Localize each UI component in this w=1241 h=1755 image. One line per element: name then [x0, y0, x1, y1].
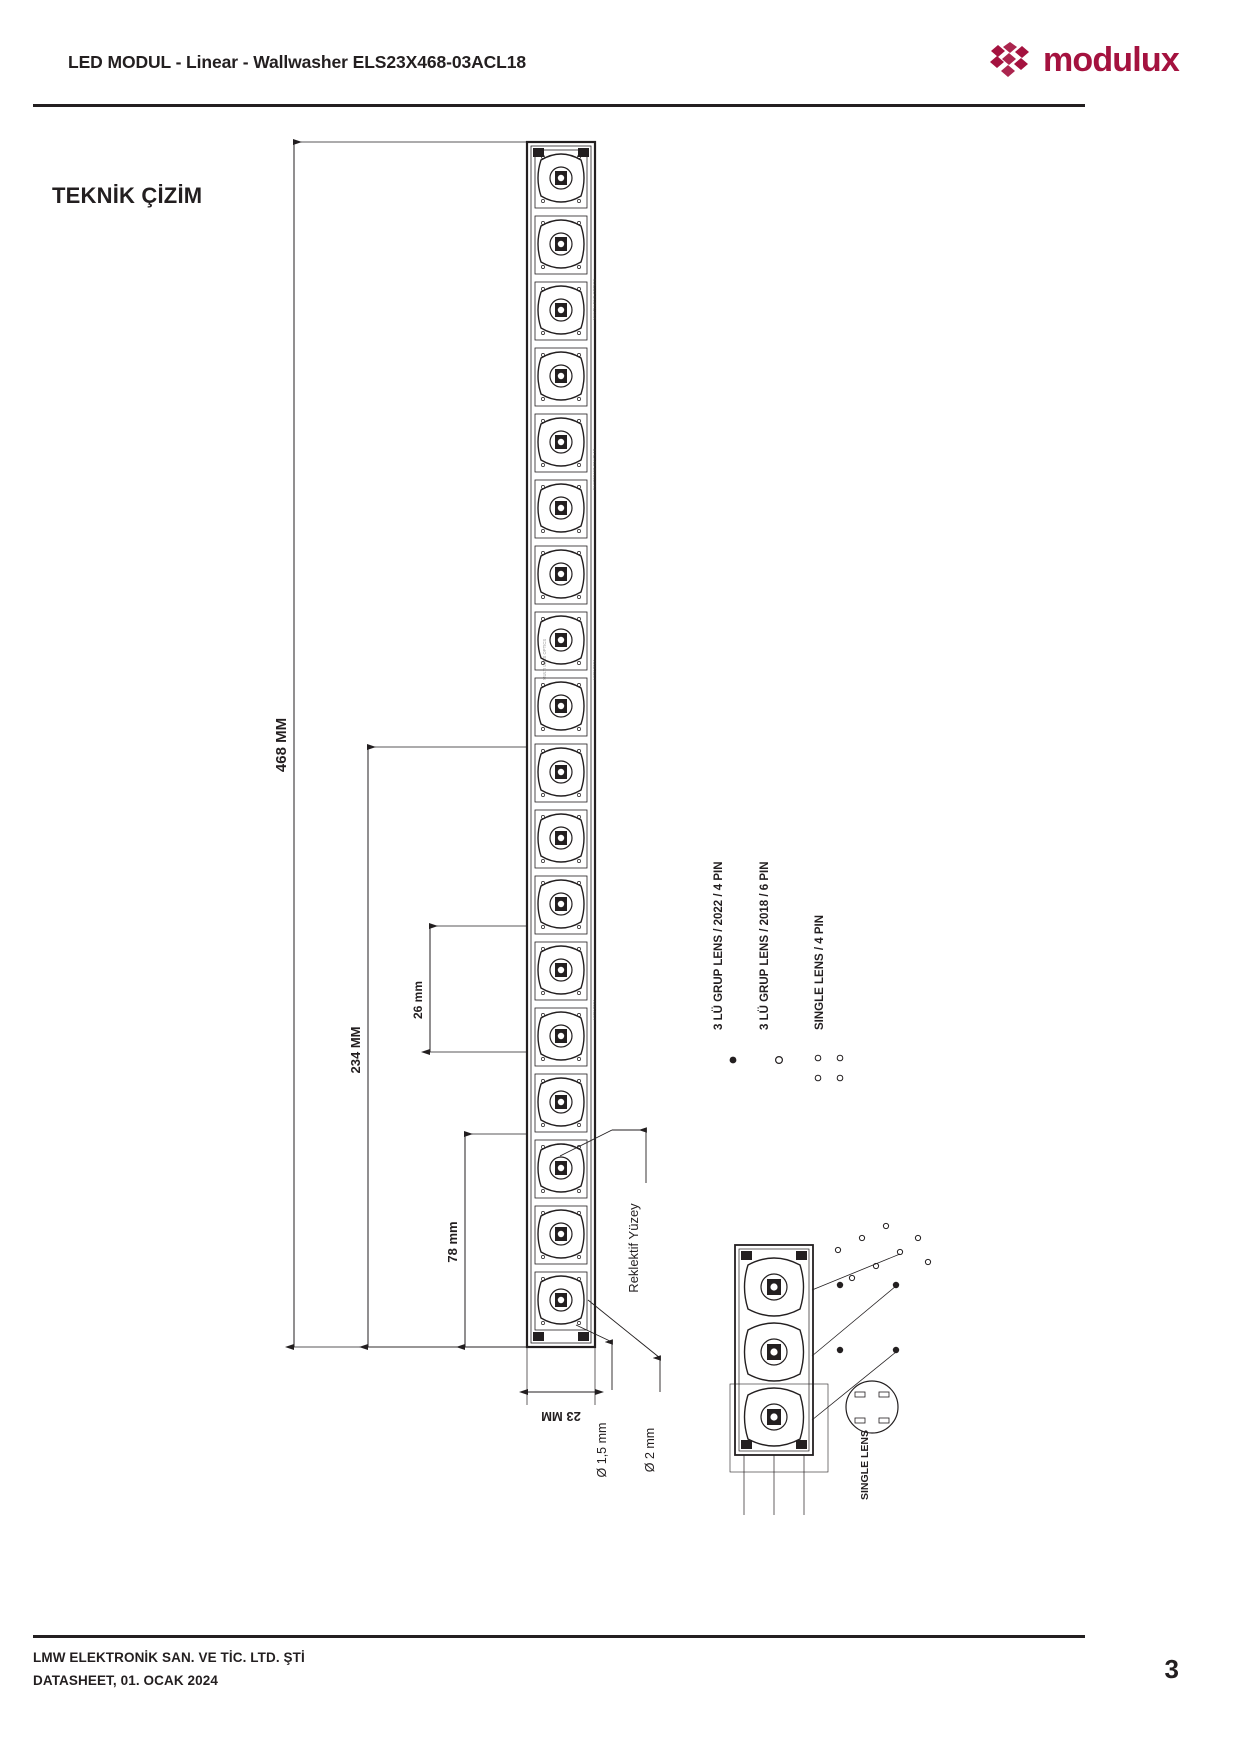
page-header: [0, 0, 1241, 118]
legend-item-2: [814, 915, 843, 1081]
page-title: LED MODUL - Linear - Wallwasher ELS23X468-03ACL18: [68, 52, 527, 72]
dimension-26mm: [411, 926, 527, 1052]
callout-reflective-surface-label: Reklektif Yüzey: [626, 1203, 641, 1293]
brand-logo: [989, 42, 1179, 78]
detail-view: [730, 1223, 931, 1515]
legend-item-2-label: SINGLE LENS / 4 PIN: [814, 914, 826, 1030]
single-lens-circle: [846, 1381, 898, 1433]
legend-item-0: [712, 861, 736, 1063]
section-title: TEKNİK ÇİZİM: [52, 183, 203, 208]
page-number: 3: [1164, 1654, 1179, 1684]
legend-item-1-label: 3 LÜ GRUP LENS / 2018 / 6 PIN: [759, 861, 771, 1030]
drawing-canvas: [0, 120, 1241, 1600]
svg-text:LMW 2024: LMW 2024: [592, 999, 597, 1020]
legend-item-1: [758, 861, 782, 1063]
svg-text:MULTI LENS OPTICS: MULTI LENS OPTICS: [542, 638, 547, 680]
header-divider: [33, 104, 1085, 107]
brand-name: modulux: [1042, 41, 1179, 79]
footer-divider: [33, 1635, 1085, 1638]
dimension-width-label: 23 MM: [541, 1409, 581, 1424]
dimension-78mm-label: 78 mm: [445, 1221, 460, 1263]
legend-item-1-marker: [776, 1057, 783, 1064]
pin-dots: [835, 1223, 930, 1353]
dimension-26mm-label: 26 mm: [411, 980, 425, 1020]
legend: [712, 861, 843, 1080]
legend-item-2-marker-b: [815, 1075, 821, 1081]
legend-item-0-label: 3 LÜ GRUP LENS / 2022 / 4 PIN: [713, 861, 725, 1030]
legend-item-0-marker: [730, 1057, 737, 1064]
single-lens-detail-label: SINGLE LENS: [859, 1429, 871, 1500]
svg-text:ELS23X468-03ACL18: ELS23X468-03ACL18: [592, 448, 597, 490]
technical-drawing: [0, 120, 1241, 1600]
legend-item-2-marker-c: [837, 1055, 843, 1061]
callout-hole-large-label: Ø 2 mm: [643, 1427, 657, 1473]
dimension-mid-length: [348, 747, 527, 1347]
legend-item-2-marker-d: [837, 1075, 843, 1081]
dimension-total-length: [273, 142, 527, 1347]
legend-item-2-marker-a: [815, 1055, 821, 1061]
callout-hole-small-label: Ø 1,5 mm: [595, 1422, 609, 1478]
svg-text:MULTI LENS OPTICS: MULTI LENS OPTICS: [592, 278, 597, 320]
svg-text:LMW 2024: LMW 2024: [592, 659, 597, 680]
modulux-logo-icon: [989, 42, 1033, 78]
dimension-total-length-label: 468 MM: [273, 717, 290, 773]
dimension-width: [527, 1347, 595, 1424]
dimension-mid-length-label: 234 MM: [348, 1026, 363, 1074]
footer-company: LMW ELEKTRONİK SAN. VE TİC. LTD. ŞTİ: [33, 1650, 305, 1665]
led-module-strip: [527, 142, 597, 1347]
footer-datasheet: DATASHEET, 01. OCAK 2024: [33, 1673, 218, 1688]
dimension-78mm: [445, 1134, 527, 1347]
